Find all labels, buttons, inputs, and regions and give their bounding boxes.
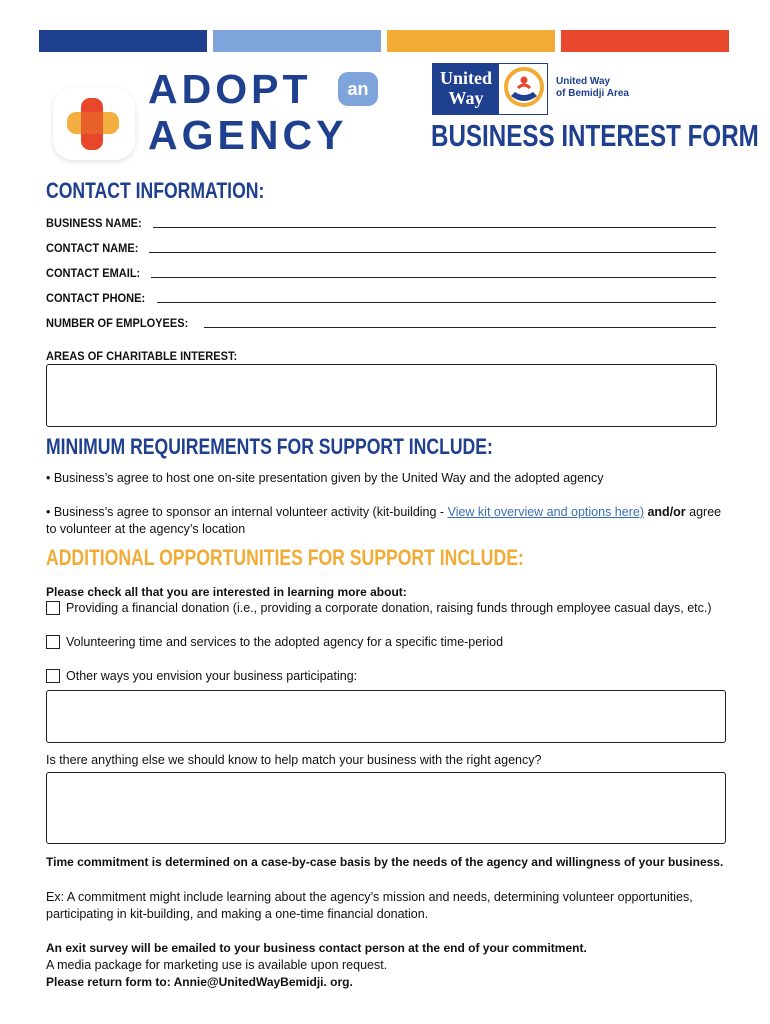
minimum-bullet-2-andor: and/or (647, 505, 686, 519)
additional-heading: ADDITIONAL OPPORTUNITIES FOR SUPPORT INCLUDE: (46, 545, 524, 570)
areas-label-row (46, 345, 716, 363)
example-line-1: Ex: A commitment might include learning about the agency’s mission and needs, determining volunteer opportunities, (46, 890, 693, 904)
contact-heading: CONTACT INFORMATION: (46, 178, 265, 203)
color-bar-red (561, 30, 729, 52)
option-financial-donation[interactable] (46, 601, 712, 615)
logo-tile (53, 88, 135, 160)
united-way-hand-icon (503, 66, 545, 110)
contact-name-label: CONTACT NAME: (46, 241, 139, 255)
financial-donation-label: Providing a financial donation (i.e., providing a corporate donation, raising funds through employee casual days, etc.) (66, 601, 712, 615)
contact-email-label: CONTACT EMAIL: (46, 266, 141, 280)
financial-donation-checkbox[interactable] (46, 601, 60, 615)
minimum-bullet-2 (46, 504, 726, 521)
volunteering-checkbox[interactable] (46, 635, 60, 649)
contact-email-line[interactable] (151, 276, 716, 278)
other-ways-checkbox[interactable] (46, 669, 60, 683)
minimum-heading: MINIMUM REQUIREMENTS FOR SUPPORT INCLUDE: (46, 434, 493, 459)
color-bar-sky (213, 30, 381, 52)
contact-email-field[interactable] (46, 262, 716, 280)
logo-agency-text: AGENCY (148, 112, 348, 158)
contact-phone-label: CONTACT PHONE: (46, 291, 146, 305)
adopt-an-agency-logo (48, 60, 388, 160)
business-name-field[interactable] (46, 212, 716, 230)
option-other-ways[interactable] (46, 669, 357, 683)
areas-label: AREAS OF CHARITABLE INTEREST: (46, 349, 238, 363)
areas-input-box[interactable] (46, 364, 717, 427)
option-volunteering[interactable] (46, 635, 503, 649)
united-way-name-line2: of Bemidji Area (556, 88, 629, 99)
united-way-wordmark (433, 64, 499, 114)
plus-cross-icon (53, 88, 135, 160)
exit-survey-note: An exit survey will be emailed to your business contact person at the end of your commitment. (46, 941, 587, 955)
form-title: BUSINESS INTEREST FORM (431, 118, 759, 153)
minimum-bullet-2-line2: to volunteer at the agency’s location (46, 522, 246, 536)
contact-phone-field[interactable] (46, 287, 716, 305)
contact-name-field[interactable] (46, 237, 716, 255)
business-name-line[interactable] (153, 226, 716, 228)
contact-phone-line[interactable] (157, 301, 716, 303)
minimum-bullet-1: • Business’s agree to host one on-site presentation given by the United Way and the adopted agency (46, 471, 604, 485)
business-name-label: BUSINESS NAME: (46, 216, 142, 230)
other-ways-input-box[interactable] (46, 690, 726, 743)
other-ways-label: Other ways you envision your business participating: (66, 669, 358, 683)
header-color-bars (39, 30, 729, 52)
logo-an-badge: an (338, 72, 378, 106)
minimum-bullet-2-text: • Business’s agree to sponsor an internal volunteer activity (kit-building - (46, 505, 448, 519)
united-way-name-line1: United Way (556, 76, 611, 87)
united-way-name (556, 76, 646, 100)
employees-line[interactable] (204, 326, 716, 328)
employees-field[interactable] (46, 312, 716, 330)
kit-overview-link[interactable]: View kit overview and options here) (447, 505, 644, 519)
minimum-bullet-2-tail: agree (685, 505, 722, 519)
return-form-note: Please return form to: Annie@UnitedWayBemidji. org. (46, 975, 353, 989)
color-bar-gold (387, 30, 555, 52)
united-way-mark-line2: Way (448, 88, 484, 108)
united-way-mark-line1: United (439, 68, 492, 88)
employees-label: NUMBER OF EMPLOYEES: (46, 316, 189, 330)
time-commitment-note: Time commitment is determined on a case-by-case basis by the needs of the agency and willingness of your business. (46, 855, 724, 869)
anything-else-input-box[interactable] (46, 772, 726, 844)
anything-else-question: Is there anything else we should know to help match your business with the right agency? (46, 753, 542, 767)
color-bar-navy (39, 30, 207, 52)
additional-instruction: Please check all that you are interested in learning more about: (46, 585, 407, 599)
example-line-2: participating in kit-building, and making a one-time financial donation. (46, 907, 429, 921)
united-way-logo (432, 63, 548, 115)
media-package-note: A media package for marketing use is available upon request. (46, 958, 388, 972)
volunteering-label: Volunteering time and services to the adopted agency for a specific time-period (66, 635, 504, 649)
contact-name-line[interactable] (149, 251, 716, 253)
logo-adopt-text: ADOPT (148, 66, 312, 112)
